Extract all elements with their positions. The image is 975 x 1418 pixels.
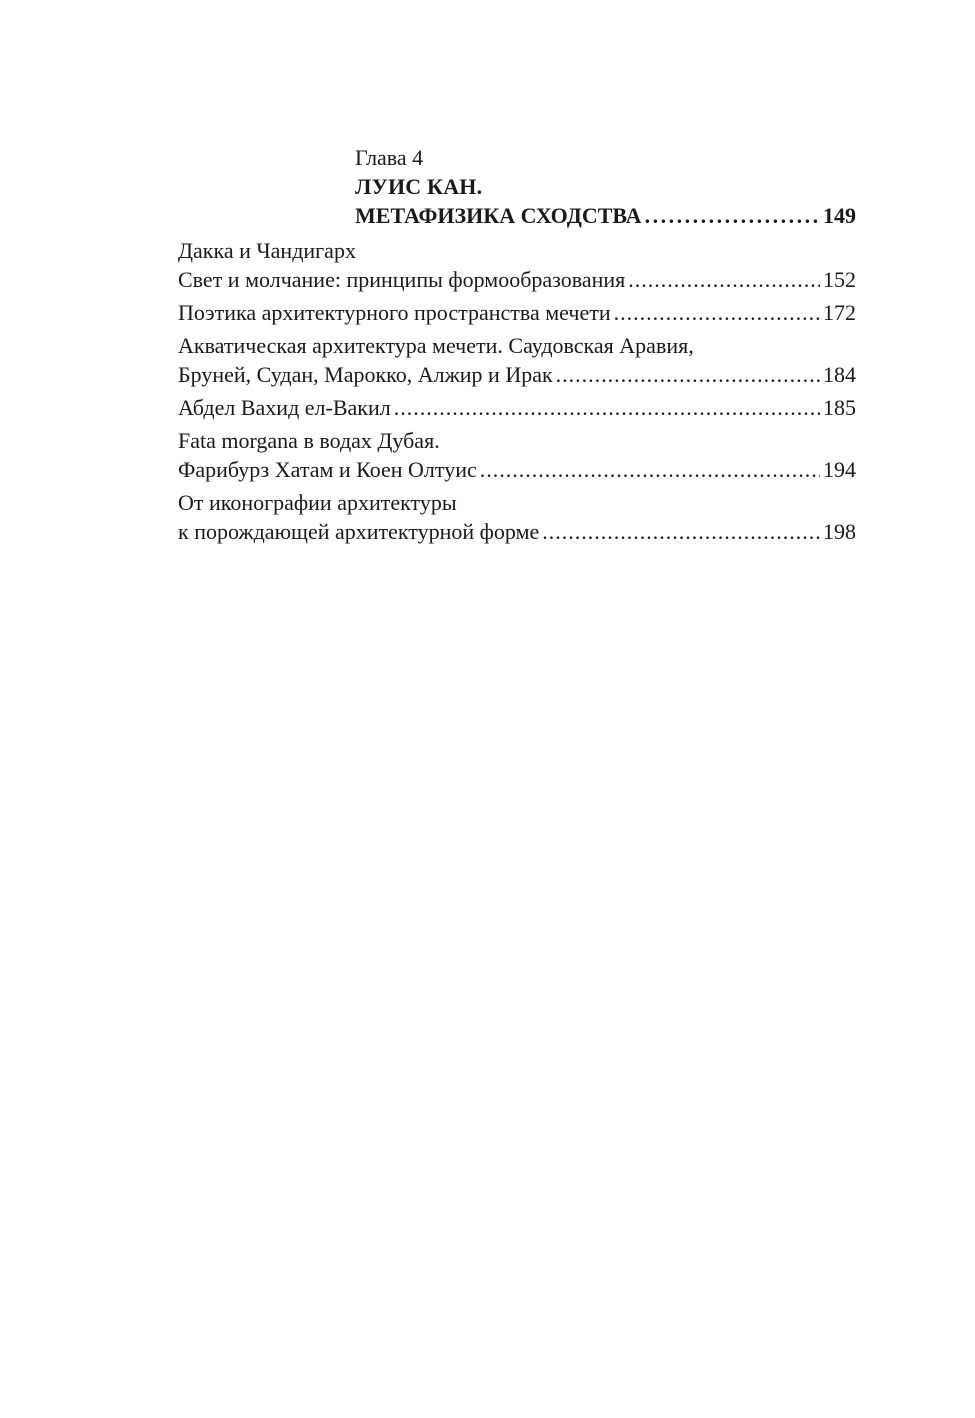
table-of-contents — [178, 144, 856, 546]
chapter-heading — [355, 144, 856, 230]
toc-page-number: 194 — [823, 457, 856, 482]
toc-entry-title: Свет и молчание: принципы формообразования — [178, 267, 626, 292]
toc-page-number: 198 — [823, 519, 856, 544]
dot-leader — [394, 393, 820, 422]
toc-entry-title: Бруней, Судан, Марокко, Алжир и Ирак — [178, 362, 553, 387]
toc-entry-line: Дакка и Чандигарх — [178, 238, 356, 263]
chapter-title-line-2: МЕТАФИЗИКА СХОДСТВА — [355, 203, 642, 228]
toc-entry-title: Фарибурз Хатам и Коен Олтуис — [178, 457, 477, 482]
toc-entry-title: Абдел Вахид ел-Вакил — [178, 395, 391, 420]
toc-entry[interactable] — [178, 298, 856, 327]
toc-entry-line: Акватическая архитектура мечети. Саудовская Аравия, — [178, 333, 694, 358]
toc-page-number: 172 — [823, 300, 856, 325]
toc-entry[interactable] — [178, 393, 856, 422]
toc-entry-title: Поэтика архитектурного пространства мечети — [178, 300, 611, 325]
toc-entry-row — [178, 455, 856, 484]
chapter-label: Глава 4 — [355, 145, 424, 170]
toc-entry[interactable] — [178, 426, 856, 484]
toc-page-number: 184 — [823, 362, 856, 387]
toc-entry-line: Fata morgana в водах Дубая. — [178, 428, 440, 453]
toc-entry-row — [178, 393, 856, 422]
dot-leader — [645, 201, 820, 230]
toc-entry-row — [178, 360, 856, 389]
toc-entry[interactable] — [178, 488, 856, 546]
dot-leader — [480, 455, 820, 484]
chapter-title-row[interactable] — [355, 201, 856, 230]
dot-leader — [628, 265, 820, 294]
toc-entry[interactable] — [178, 236, 856, 294]
dot-leader — [556, 360, 820, 389]
toc-entry-row — [178, 265, 856, 294]
toc-entry[interactable] — [178, 331, 856, 389]
toc-entry-title: к порождающей архитектурной форме — [178, 519, 540, 544]
toc-page-number: 185 — [823, 395, 856, 420]
dot-leader — [614, 298, 820, 327]
toc-page-number: 152 — [823, 267, 856, 292]
toc-entry-line: От иконографии архитектуры — [178, 490, 457, 515]
chapter-title-line-1: ЛУИС КАН. — [355, 174, 483, 199]
chapter-page-number: 149 — [823, 203, 856, 228]
toc-entry-row — [178, 298, 856, 327]
toc-entry-row — [178, 517, 856, 546]
dot-leader — [542, 517, 820, 546]
